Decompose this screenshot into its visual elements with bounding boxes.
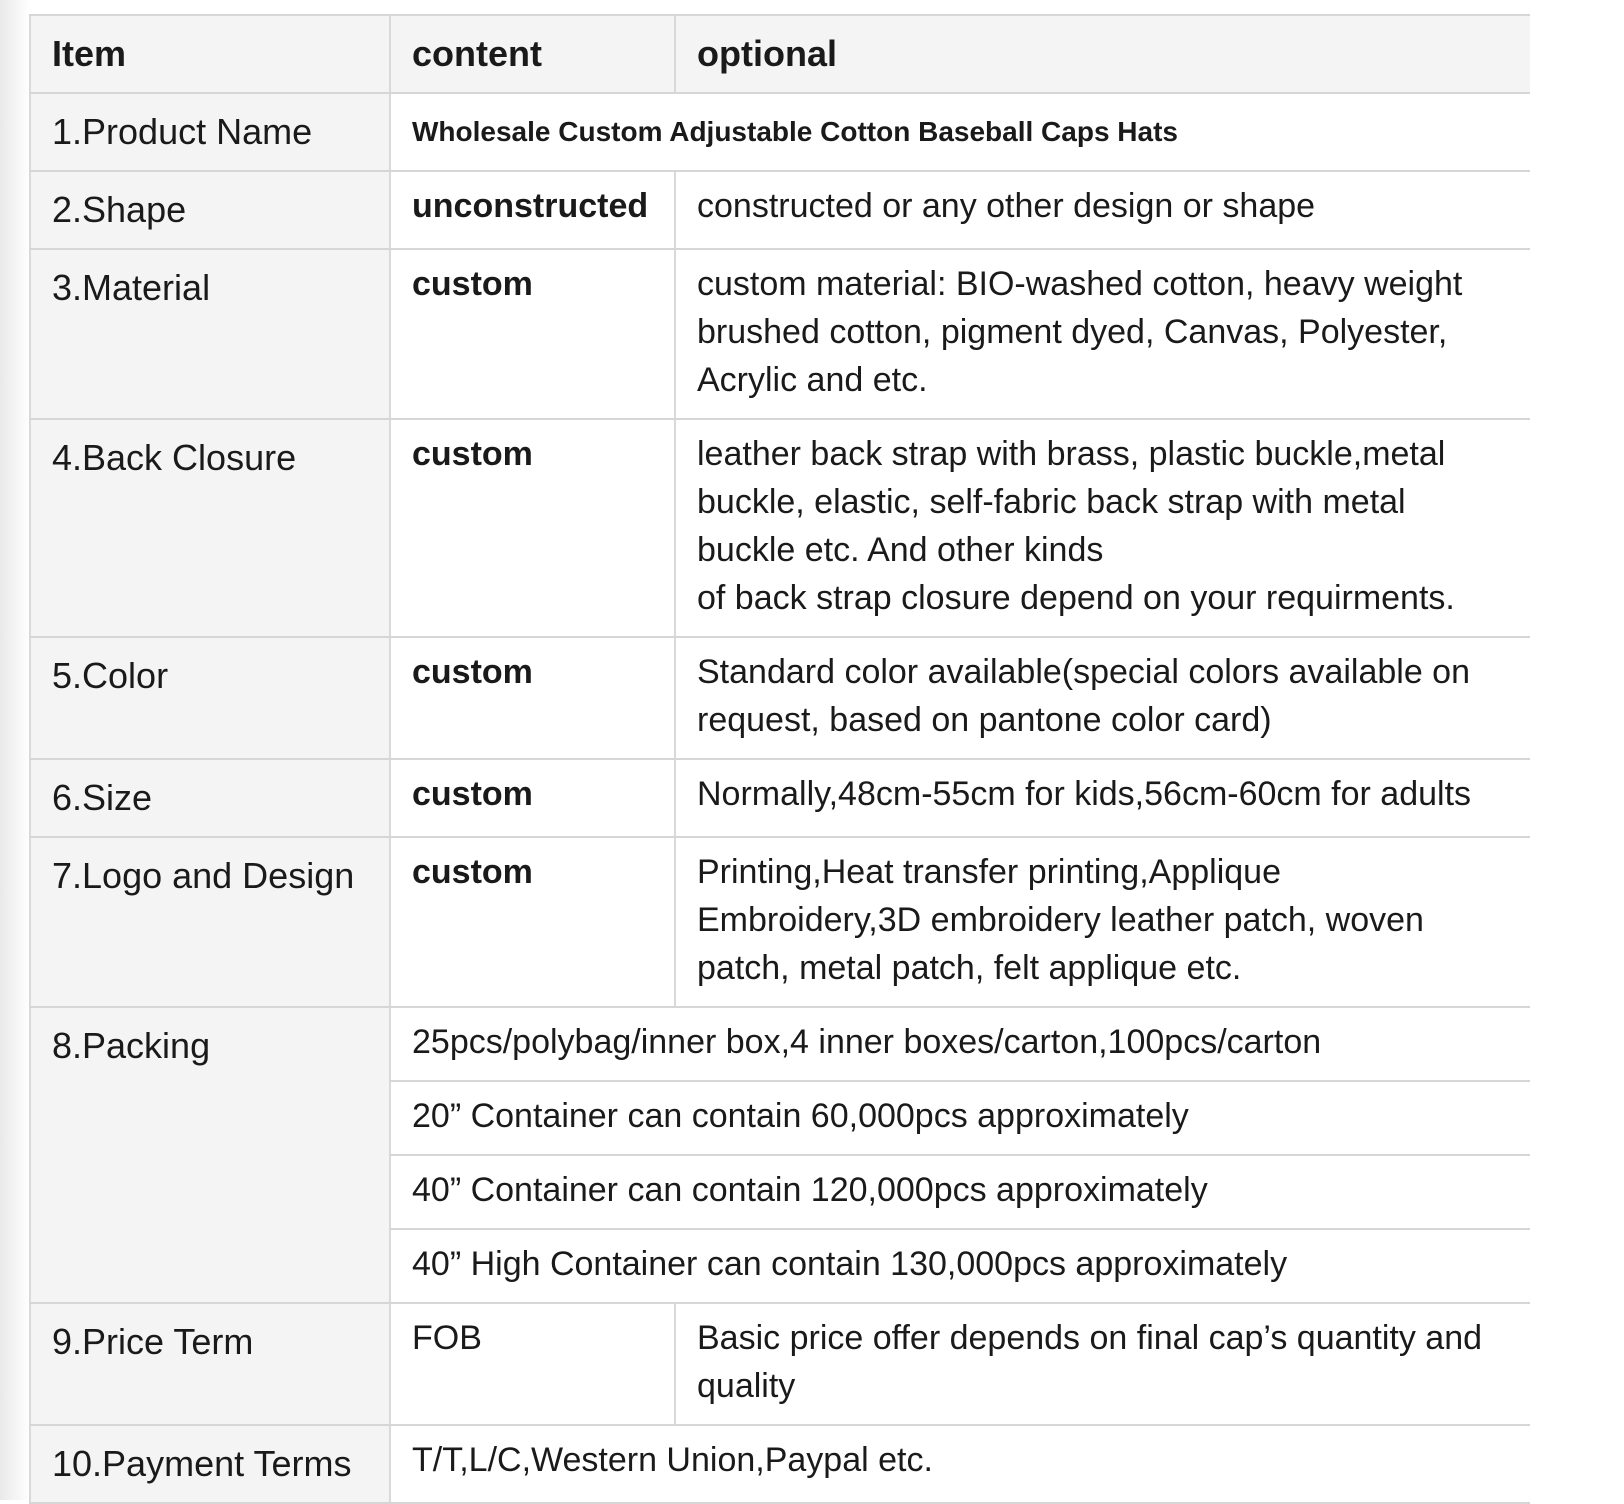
optional-cell: [675, 837, 1530, 1007]
table-row: [30, 419, 1530, 637]
optional-line: of back strap closure depend on your requirments.: [697, 579, 1455, 617]
content-cell: custom: [390, 759, 675, 837]
packing-line: 40” Container can contain 120,000pcs approximately: [390, 1155, 1530, 1229]
table-row: [30, 1007, 1530, 1081]
page-edge-shadow: [0, 0, 30, 1500]
row-label: 10.Payment Terms: [30, 1425, 390, 1503]
table-row: [30, 837, 1530, 1007]
optional-line: request, based on pantone color card): [697, 701, 1272, 739]
table-row: [30, 637, 1530, 759]
optional-line: Acrylic and etc.: [697, 361, 928, 399]
content-cell: custom: [390, 249, 675, 419]
content-cell: custom: [390, 837, 675, 1007]
payment-terms-value: T/T,L/C,Western Union,Paypal etc.: [390, 1425, 1530, 1503]
optional-line: leather back strap with brass, plastic buckle,metal: [697, 435, 1446, 473]
optional-cell: [675, 419, 1530, 637]
row-label: 2.Shape: [30, 171, 390, 249]
table-row: [30, 1425, 1530, 1503]
row-label: 6.Size: [30, 759, 390, 837]
content-cell: custom: [390, 637, 675, 759]
optional-line: brushed cotton, pigment dyed, Canvas, Polyester,: [697, 313, 1448, 351]
content-cell: FOB: [390, 1303, 675, 1425]
table-row: [30, 1303, 1530, 1425]
table-row: [30, 171, 1530, 249]
optional-cell: [675, 249, 1530, 419]
optional-line: Basic price offer depends on final cap’s quantity and: [697, 1319, 1483, 1357]
table-row: [30, 249, 1530, 419]
row-label: 4.Back Closure: [30, 419, 390, 637]
optional-line: Embroidery,3D embroidery leather patch, woven: [697, 901, 1424, 939]
row-label: 1.Product Name: [30, 93, 390, 171]
optional-cell: [675, 637, 1530, 759]
table-row: [30, 93, 1530, 171]
optional-line: custom material: BIO-washed cotton, heavy weight: [697, 265, 1463, 303]
packing-line: 25pcs/polybag/inner box,4 inner boxes/carton,100pcs/carton: [390, 1007, 1530, 1081]
row-label: 9.Price Term: [30, 1303, 390, 1425]
optional-cell: Normally,48cm-55cm for kids,56cm-60cm for adults: [675, 759, 1530, 837]
packing-line: 40” High Container can contain 130,000pcs approximately: [390, 1229, 1530, 1303]
optional-line: patch, metal patch, felt applique etc.: [697, 949, 1242, 987]
content-cell: unconstructed: [390, 171, 675, 249]
optional-cell: [675, 1303, 1530, 1425]
packing-line: 20” Container can contain 60,000pcs approximately: [390, 1081, 1530, 1155]
spec-table: [29, 14, 1530, 1504]
header-content: content: [390, 15, 675, 93]
optional-line: buckle, elastic, self-fabric back strap with metal: [697, 483, 1406, 521]
row-label: 8.Packing: [30, 1007, 390, 1303]
product-name-value: Wholesale Custom Adjustable Cotton Baseball Caps Hats: [390, 93, 1530, 171]
optional-line: Printing,Heat transfer printing,Applique: [697, 853, 1281, 891]
row-label: 5.Color: [30, 637, 390, 759]
optional-cell: constructed or any other design or shape: [675, 171, 1530, 249]
table-row: [30, 759, 1530, 837]
optional-line: buckle etc. And other kinds: [697, 531, 1104, 569]
row-label: 3.Material: [30, 249, 390, 419]
header-item: Item: [30, 15, 390, 93]
header-row: [30, 15, 1530, 93]
optional-line: Standard color available(special colors available on: [697, 653, 1471, 691]
header-optional: optional: [675, 15, 1530, 93]
optional-line: quality: [697, 1367, 796, 1405]
content-cell: custom: [390, 419, 675, 637]
row-label: 7.Logo and Design: [30, 837, 390, 1007]
